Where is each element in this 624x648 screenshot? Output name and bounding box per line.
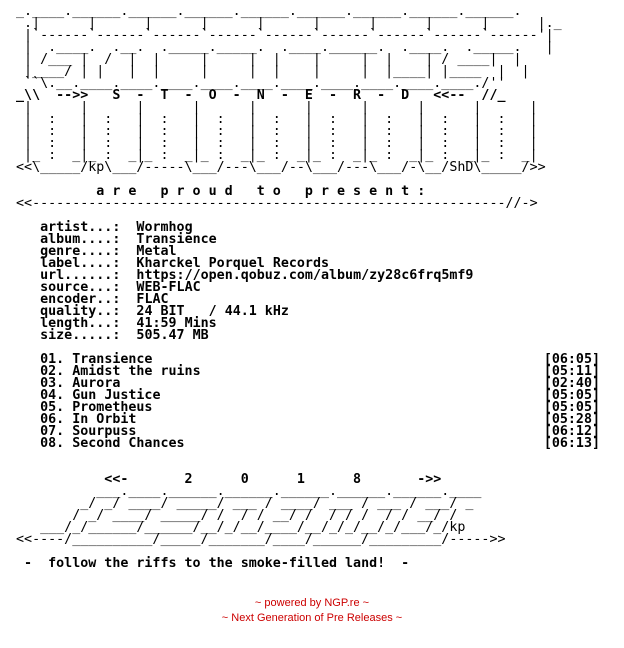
track-duration: [06:12] — [543, 424, 600, 439]
release-field-label: label....: — [40, 256, 121, 271]
track-number: 06. — [40, 412, 65, 427]
release-field-label: encoder..: — [40, 292, 121, 307]
track-title: In Orbit — [72, 412, 137, 427]
release-field-label: source...: — [40, 280, 121, 295]
release-field-label: album....: — [40, 232, 121, 247]
release-field-value: WEB-FLAC — [136, 280, 201, 295]
track-duration: [06:05] — [543, 352, 600, 367]
release-field-label: artist...: — [40, 220, 121, 235]
track-number: 01. — [40, 352, 65, 367]
release-field — [8, 330, 616, 342]
release-field-value: Kharckel Porquel Records — [136, 256, 330, 271]
year-ascii-art: ___.____.______.______.______.______.______.____ _/ _/ ____/ _____/ ___ / ____/ ___ / ___ / ___/ _ / _/ ____/ _____/ / / / __/ / / / / / / __/ / ___/_/______/______/__/_/__/____/__/_/_/__/_/___/_/kp <<----/__________/_____/_______/____/______/_________/----->> — [16, 484, 506, 547]
divider-rule: <<-----------------------------------------------------------//-> — [8, 196, 538, 211]
track-number: 07. — [40, 424, 65, 439]
track-duration: [05:28] — [543, 412, 600, 427]
track-number: 02. — [40, 364, 65, 379]
track-title: Aurora — [72, 376, 121, 391]
track-number: 04. — [40, 388, 65, 403]
track-title: Second Chances — [72, 436, 185, 451]
powered-by-link[interactable]: ~ powered by NGP.re ~ — [254, 597, 370, 609]
track-duration: [02:40] — [543, 376, 600, 391]
release-field-value: 24 BIT / 44.1 kHz — [136, 304, 289, 319]
release-field-value: 41:59 Mins — [136, 316, 217, 331]
release-field-value: Transience — [136, 232, 217, 247]
next-generation-link[interactable]: ~ Next Generation of Pre Releases ~ — [221, 612, 403, 624]
track-left — [8, 438, 185, 450]
track-number: 08. — [40, 436, 65, 451]
track-number: 03. — [40, 376, 65, 391]
track-duration: [05:11] — [543, 364, 600, 379]
track-number: 05. — [40, 400, 65, 415]
tagline: - follow the riffs to the smoke-filled land! - — [8, 556, 410, 571]
track-duration: [05:05] — [543, 388, 600, 403]
track-duration: [05:05] — [543, 400, 600, 415]
group-title-line: _\\ -->> S - T - O - N - E - R - D <<-- //_ — [8, 88, 506, 103]
release-field-label: length...: — [40, 316, 121, 331]
nfo-document — [8, 6, 616, 570]
track-row — [8, 438, 600, 450]
release-field-value: Wormhog — [136, 220, 193, 235]
year-line: <<- 2 0 1 8 ->> — [8, 472, 442, 487]
release-field-label: quality..: — [40, 304, 121, 319]
release-field-value: FLAC — [136, 292, 169, 307]
release-field-label: url......: — [40, 268, 121, 283]
release-field-value[interactable]: https://open.qobuz.com/album/zy28c6frq5mf9 — [136, 268, 474, 283]
track-title: Transience — [72, 352, 153, 367]
present-line: a r e p r o u d t o p r e s e n t : — [8, 184, 426, 199]
track-title: Prometheus — [72, 400, 153, 415]
release-info-block — [8, 222, 616, 342]
release-field-value: 505.47 MB — [136, 328, 209, 343]
track-title: Amidst the ruins — [72, 364, 201, 379]
release-field-label: size.....: — [40, 328, 121, 343]
track-title: Sourpuss — [72, 424, 137, 439]
track-duration: [06:13] — [543, 436, 600, 451]
header-ascii-art-bottom: | | | | | | | | | | | : | : | : | : | : | : | : | : | : | | : | : | : | : | : | : | : | : | : | | : | : | : | : | : | : | : | : | : | |_ : _|_ : _|_ : _|_ : _|_ : _|_ : _|_ : _|_ : _|_ : _| <<\_____/kp\___/-----\___/---\___/--\___/---\___/-\__/ShD\_____/>> — [16, 100, 546, 175]
footer-credits — [0, 596, 624, 626]
track-title: Gun Justice — [72, 388, 161, 403]
tracklist — [8, 354, 616, 450]
release-field-label: genre....: — [40, 244, 121, 259]
header-ascii-art: _.____.______.______.______.______.______.______.______.______. .| | | | | | | | | |._ |`------`------`------`------`------`------`------`------`------'| | .____. .__. ._____._____. .____.______. .____. ._____. | | /___ | / | | | | | | | | | / ____| | |____/ | | | | | | | | | |____| |____ | | ``\.__.____.____.____.____.____.____.____.____.____.____./'' — [16, 4, 562, 91]
release-field-value: Metal — [136, 244, 177, 259]
